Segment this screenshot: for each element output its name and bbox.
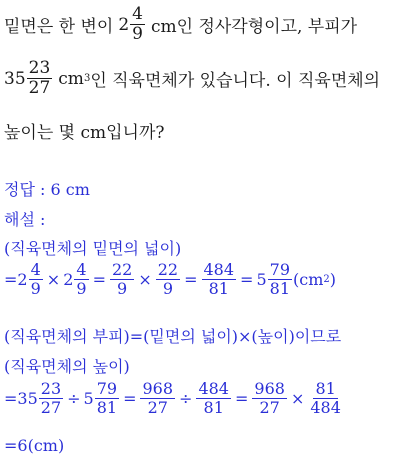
fraction: $\frac{4}{9}$ — [30, 260, 41, 298]
fraction: $\frac{23}{27}$ — [40, 379, 62, 417]
mixed-whole: 35 — [4, 68, 26, 89]
fraction: $\frac{484}{81}$ — [198, 379, 229, 417]
step1-equation: = 2 $\frac{4}{9}$ × 2 $\frac{4}{9}$ = $\frac{22}{9}$ × $\frac{22}{9}$ = $\frac{484}{81}$ = 5 $\frac{79}{81}$ (cm 2 ) — [4, 260, 336, 298]
fraction: $\frac{22}{9}$ — [111, 260, 133, 298]
final-answer: =6(cm) — [4, 436, 65, 455]
explain-label: 해설 : — [4, 210, 46, 229]
question-line-2: 35 $\frac{23}{27}$ cm 3 인 직육면체가 있습니다. 이 직육면체의 — [4, 58, 381, 98]
fraction: $\frac{79}{81}$ — [269, 260, 290, 298]
question-text: 높이는 몇 cm입니까? — [4, 123, 165, 143]
question-line-3 — [4, 118, 165, 143]
question-text: 인 직육면체가 있습니다. 이 직육면체의 — [90, 71, 381, 91]
step3-title: (직육면체의 높이) — [4, 357, 130, 376]
fraction: $\frac{484}{81}$ — [203, 260, 235, 298]
step2-title: (직육면체의 부피)=(밑면의 넓이)×(높이)이므로 — [4, 327, 342, 346]
question-text: 밑면은 한 변이 — [4, 17, 114, 37]
question-line-1 — [4, 6, 357, 43]
step1-title: (직육면체의 밑면의 넓이) — [4, 239, 182, 258]
fraction: $\frac{4}{9}$ — [132, 4, 143, 44]
fraction: $\frac{4}{9}$ — [76, 260, 87, 298]
answer-label: 정답 : 6 cm — [4, 180, 90, 199]
mixed-whole: 2 — [118, 14, 130, 35]
fraction: $\frac{79}{81}$ — [96, 379, 118, 417]
fraction: $\frac{81}{484}$ — [310, 379, 341, 417]
step3-equation: = 35 $\frac{23}{27}$ ÷ 5 $\frac{79}{81}$ = $\frac{968}{27}$ ÷ $\frac{484}{81}$ = $\frac{968}{27}$ × $\frac{81}{484}$ — [4, 379, 341, 417]
fraction: $\frac{968}{27}$ — [142, 379, 174, 417]
fraction: $\frac{22}{9}$ — [157, 260, 179, 298]
unit: cm — [58, 68, 84, 89]
fraction: $\frac{23}{27}$ — [28, 58, 51, 98]
question-text: cm인 정사각형이고, 부피가 — [151, 17, 358, 37]
fraction: $\frac{968}{27}$ — [254, 379, 285, 417]
